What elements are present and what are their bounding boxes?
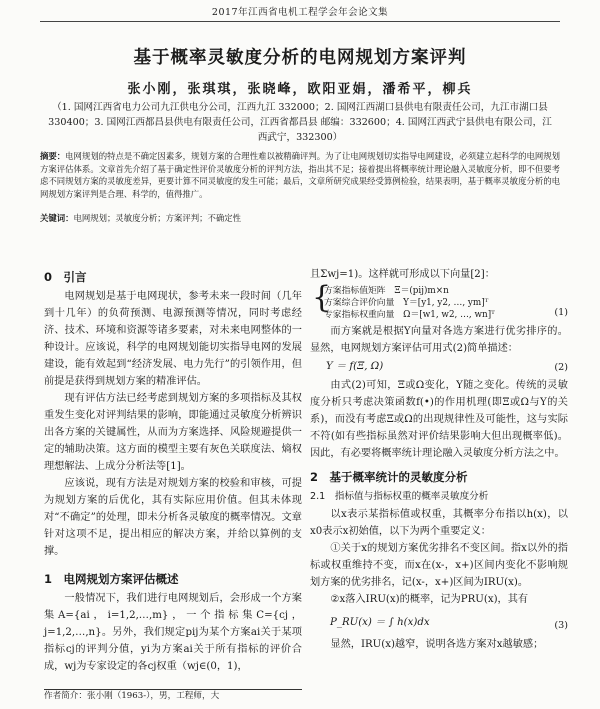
author-list: 张小刚，张琪琪，张晓峰，欧阳亚娟，潘希平，柳兵	[127, 82, 473, 97]
paragraph: 电网规划是基于电网现状，参考未来一段时间（几年到十几年）的负荷预测、电源预测等情况，同时考虑经济、技术、环境和资源等诸多要素，对未来电网整体的一种设计。应该说，科学的电网规划能切实指导电网的发展建设，能有效起到“经济发展、电力先行”的引领作用，但前提是获得到规划方案的精准评估。	[44, 291, 302, 387]
affiliations: （1. 国网江西省电力公司九江供电分公司，江西九江 332000；2. 国网江西湖口县供电有限责任公司，九江市湖口县 330400；3. 国网江西都昌县供电有限责任公司，江西省都昌县 邮编：332600；4. 国网江西武宁县供电有限公司，江西武宁，332300）	[48, 102, 552, 143]
formula-1-lines	[324, 285, 495, 321]
formula-line: 方案综合评价向量 Y＝[y1, y2, …, ym]ᵀ	[324, 298, 489, 308]
equation-number: (2)	[554, 362, 568, 373]
keywords-text: 电网规划；灵敏度分析；方案评判；不确定性	[73, 213, 241, 223]
section-0-heading: 0 引言	[44, 270, 87, 284]
paragraph: ①关于x的规划方案优劣排名不变区间。指x以外的指标或权重维持不变，而x在(x-，x+)区间内变化不影响规划方案的优劣排名，记(x-，x+)区间为IRU(x)。	[310, 543, 568, 588]
formula-3	[310, 610, 568, 634]
paragraph: 应该说，现有方法是对规划方案的校验和审核，可提为规划方案的后优化，其有实际应用价值。但其未体现对“不确定”的处理，即未分析各灵敏度的概率情况。文章针对这项不足，提出相应的解决方案，并给以算例的支撑。	[44, 478, 302, 557]
formula-2-expression: Y ＝ f(Ξ, Ω)	[326, 361, 384, 372]
abstract	[40, 150, 560, 200]
equation-number: (3)	[554, 620, 568, 631]
running-header: 2017年江西省电机工程学会年会论文集	[40, 4, 560, 22]
abstract-label: 摘要：	[40, 151, 66, 161]
author-footnote: 作者简介：张小刚（1963-），男，工程师，大	[44, 689, 302, 702]
abstract-text: 电网规划的特点是不确定因素多，规划方案的合理性难以被精确评判。为了让电网规划切实指导电网建设，必须建立起科学的电网规划方案评估体系。文章首先介绍了基于确定性评价灵敏度分析的评判方法，指出其不足；接着提出将概率统计理论融入灵敏度分析，即不但要考虑不同规划方案的灵敏度差异，更要计算不同灵敏度的发生可能；最后，文章所研究成果经受算例检验，结果表明，基于概率灵敏度分析的电网规划方案评判是合理、科学的，值得推广。	[40, 151, 561, 199]
equation-number: (1)	[554, 307, 568, 318]
left-column	[44, 266, 302, 675]
paragraph: ②x落入IRU(x)的概率，记为PRU(x)，其有	[330, 594, 529, 605]
formula-2	[310, 358, 568, 376]
section-1-heading: 1 电网规划方案评估概述	[44, 572, 179, 586]
paragraph: 显然，IRU(x)越窄，说明各选方案对x越敏感；	[330, 639, 544, 650]
brace-symbol: {	[312, 280, 332, 315]
keywords	[40, 212, 560, 225]
paragraph: 现有评估方法已经考虑到规划方案的多项指标及其权重发生变化对评判结果的影响，即能通过灵敏度分析辨识出各方案的关键属性，从而为方案选择、风险规避提供一定的辅助决策。这方面的模型主要有灰色关联度法、熵权理想解法、上成分分析法等[1]。	[44, 393, 302, 472]
subsection-2-1-heading: 2.1 指标值与指标权重的概率灵敏度分析	[310, 491, 489, 502]
section-2-heading: 2 基于概率统计的灵敏度分析	[310, 470, 468, 484]
formula-3-expression: P_RU(x) ＝ ∫ h(x)dx	[330, 617, 430, 628]
paragraph: 一般情况下，我们进行电网规划后，会形成一个方案集A={ai，i=1,2,…,m}，一个指标集C={cj，j=1,2,…,n}。另外，我们规定pij为某个方案ai关于某项指标cj的评判分值，yi为方案ai关于所有指标的评价合成，wj为专家设定的各cj权重（wj∈(0，1)，	[44, 593, 302, 672]
right-column	[310, 266, 568, 653]
keywords-label: 关键词：	[40, 213, 74, 223]
paper-title: 基于概率灵敏度分析的电网规划方案评判	[133, 48, 467, 68]
paragraph: 由式(2)可知，Ξ或Ω变化，Y随之变化。传统的灵敏度分析只考虑决策函数f(•)的作用机理(即Ξ或Ω与Y的关系)，而没有考虑Ξ或Ω的出现规律性及可能性，这与实际不符(如有些指标虽然对评价结果影响大但出现概率低)。因此，有必要将概率统计理论融入灵敏度分析方法之中。	[310, 380, 568, 459]
paragraph: 且Σwj=1)。这样就可形成以下向量[2]：	[310, 269, 495, 280]
paragraph: 以x表示某指标值或权重，其概率分布指以h(x)，以x0表示x初始值，以下为两个重要定义：	[310, 509, 568, 537]
formula-line: 专家指标权重向量 Ω＝[w1, w2, …, wn]ᵀ	[324, 310, 495, 320]
formula-1	[310, 280, 568, 321]
formula-line: 方案指标值矩阵 Ξ＝(pij)m×n	[324, 286, 449, 296]
paragraph: 而方案就是根据Y向量对各选方案进行优劣排序的。显然，电网规划方案评估可用式(2)简单描述：	[310, 326, 568, 354]
